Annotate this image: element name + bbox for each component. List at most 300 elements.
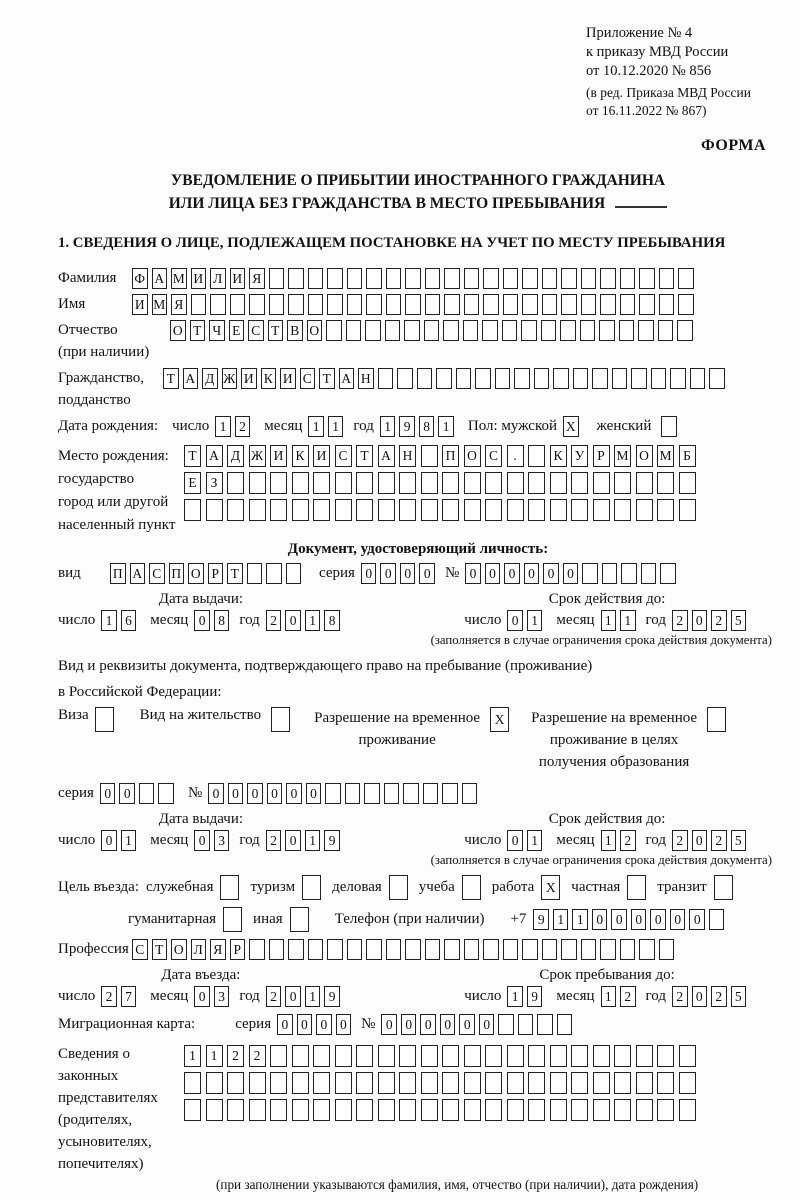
char-cell[interactable] [483, 294, 499, 315]
char-cell[interactable]: 8 [324, 610, 340, 631]
char-cell[interactable]: 1 [620, 610, 636, 631]
char-cell[interactable] [270, 1072, 287, 1094]
char-cell[interactable] [227, 499, 244, 521]
char-cell[interactable]: 2 [711, 986, 727, 1007]
char-cell[interactable] [485, 1072, 502, 1094]
char-cell[interactable] [366, 268, 382, 289]
char-cell[interactable] [378, 1072, 395, 1094]
char-cell[interactable]: И [230, 268, 246, 289]
char-cell[interactable]: Б [679, 445, 696, 467]
char-cell[interactable] [679, 1072, 696, 1094]
char-cell[interactable]: М [657, 445, 674, 467]
char-cell[interactable] [639, 294, 655, 315]
char-cell[interactable] [528, 1099, 545, 1121]
char-cell[interactable] [249, 939, 265, 960]
char-cell[interactable] [366, 294, 382, 315]
char-cell[interactable]: 1 [305, 830, 321, 851]
char-cell[interactable] [325, 783, 341, 804]
char-cell[interactable]: 0 [592, 909, 608, 930]
char-cell[interactable]: У [571, 445, 588, 467]
char-cell[interactable]: 0 [459, 1014, 475, 1035]
char-cell[interactable] [679, 1099, 696, 1121]
char-cell[interactable]: Т [163, 368, 179, 389]
char-cell[interactable] [627, 875, 646, 900]
char-cell[interactable] [365, 320, 381, 341]
char-cell[interactable] [290, 907, 309, 932]
char-cell[interactable]: 1 [101, 610, 117, 631]
char-cell[interactable]: Т [268, 320, 284, 341]
char-cell[interactable] [518, 1014, 534, 1035]
char-cell[interactable] [581, 294, 597, 315]
char-cell[interactable]: 5 [731, 610, 747, 631]
char-cell[interactable] [403, 783, 419, 804]
char-cell[interactable] [444, 268, 460, 289]
char-cell[interactable] [443, 320, 459, 341]
char-cell[interactable] [690, 368, 706, 389]
char-cell[interactable]: А [339, 368, 355, 389]
char-cell[interactable]: 8 [214, 610, 230, 631]
char-cell[interactable] [561, 294, 577, 315]
char-cell[interactable] [292, 1045, 309, 1067]
char-cell[interactable]: Т [356, 445, 373, 467]
char-cell[interactable]: 1 [184, 1045, 201, 1067]
char-cell[interactable]: 0 [670, 909, 686, 930]
char-cell[interactable] [184, 1099, 201, 1121]
char-cell[interactable] [464, 1099, 481, 1121]
char-cell[interactable] [249, 472, 266, 494]
char-cell[interactable] [660, 563, 676, 584]
char-cell[interactable] [679, 472, 696, 494]
char-cell[interactable] [386, 939, 402, 960]
char-cell[interactable]: 8 [419, 416, 435, 437]
char-cell[interactable]: 1 [305, 986, 321, 1007]
char-cell[interactable] [444, 294, 460, 315]
char-cell[interactable] [550, 1072, 567, 1094]
char-cell[interactable] [356, 1045, 373, 1067]
char-cell[interactable]: Р [208, 563, 224, 584]
char-cell[interactable]: 1 [601, 610, 617, 631]
char-cell[interactable] [542, 939, 558, 960]
char-cell[interactable]: 7 [121, 986, 137, 1007]
char-cell[interactable] [550, 1045, 567, 1067]
char-cell[interactable]: 0 [524, 563, 540, 584]
char-cell[interactable] [571, 472, 588, 494]
char-cell[interactable] [614, 1045, 631, 1067]
char-cell[interactable]: 2 [672, 986, 688, 1007]
char-cell[interactable]: Ж [249, 445, 266, 467]
char-cell[interactable] [346, 320, 362, 341]
char-cell[interactable]: 0 [507, 610, 523, 631]
char-cell[interactable]: 2 [101, 986, 117, 1007]
char-cell[interactable] [593, 1072, 610, 1094]
char-cell[interactable] [636, 499, 653, 521]
char-cell[interactable]: 0 [401, 1014, 417, 1035]
char-cell[interactable]: 0 [692, 610, 708, 631]
char-cell[interactable]: И [132, 294, 148, 315]
char-cell[interactable] [464, 1072, 481, 1094]
char-cell[interactable]: 0 [361, 563, 377, 584]
char-cell[interactable] [639, 268, 655, 289]
char-cell[interactable] [292, 499, 309, 521]
char-cell[interactable] [270, 472, 287, 494]
char-cell[interactable] [405, 939, 421, 960]
char-cell[interactable] [249, 294, 265, 315]
char-cell[interactable]: 0 [194, 986, 210, 1007]
char-cell[interactable]: И [313, 445, 330, 467]
char-cell[interactable]: С [248, 320, 264, 341]
char-cell[interactable]: А [152, 268, 168, 289]
char-cell[interactable] [288, 294, 304, 315]
char-cell[interactable] [417, 368, 433, 389]
char-cell[interactable]: Л [191, 939, 207, 960]
char-cell[interactable] [581, 268, 597, 289]
char-cell[interactable] [561, 939, 577, 960]
char-cell[interactable] [593, 1099, 610, 1121]
char-cell[interactable] [659, 939, 675, 960]
char-cell[interactable] [423, 783, 439, 804]
char-cell[interactable] [313, 1099, 330, 1121]
char-cell[interactable]: 1 [328, 416, 344, 437]
char-cell[interactable]: 0 [440, 1014, 456, 1035]
char-cell[interactable]: 2 [266, 830, 282, 851]
char-cell[interactable] [270, 499, 287, 521]
char-cell[interactable]: 0 [507, 830, 523, 851]
char-cell[interactable] [444, 939, 460, 960]
char-cell[interactable]: 1 [215, 416, 231, 437]
char-cell[interactable]: 2 [235, 416, 251, 437]
char-cell[interactable]: 0 [692, 830, 708, 851]
char-cell[interactable] [364, 783, 380, 804]
char-cell[interactable] [269, 268, 285, 289]
char-cell[interactable] [657, 1045, 674, 1067]
char-cell[interactable]: 1 [527, 610, 543, 631]
char-cell[interactable]: 0 [465, 563, 481, 584]
char-cell[interactable] [485, 1099, 502, 1121]
char-cell[interactable] [464, 294, 480, 315]
char-cell[interactable]: П [169, 563, 185, 584]
char-cell[interactable] [679, 499, 696, 521]
char-cell[interactable] [503, 939, 519, 960]
char-cell[interactable]: 9 [324, 830, 340, 851]
char-cell[interactable] [184, 1072, 201, 1094]
char-cell[interactable] [670, 368, 686, 389]
char-cell[interactable]: 2 [711, 610, 727, 631]
char-cell[interactable] [614, 1099, 631, 1121]
char-cell[interactable] [95, 707, 114, 732]
char-cell[interactable]: М [614, 445, 631, 467]
char-cell[interactable]: И [241, 368, 257, 389]
char-cell[interactable] [184, 499, 201, 521]
char-cell[interactable] [462, 875, 481, 900]
char-cell[interactable] [507, 1072, 524, 1094]
char-cell[interactable] [636, 1072, 653, 1094]
char-cell[interactable] [582, 563, 598, 584]
char-cell[interactable]: И [280, 368, 296, 389]
char-cell[interactable] [600, 268, 616, 289]
char-cell[interactable] [206, 1072, 223, 1094]
char-cell[interactable] [356, 472, 373, 494]
char-cell[interactable] [580, 320, 596, 341]
char-cell[interactable] [592, 368, 608, 389]
char-cell[interactable]: 0 [297, 1014, 313, 1035]
char-cell[interactable] [347, 268, 363, 289]
char-cell[interactable] [249, 499, 266, 521]
char-cell[interactable] [397, 368, 413, 389]
char-cell[interactable]: 1 [121, 830, 137, 851]
char-cell[interactable] [271, 707, 290, 732]
char-cell[interactable]: 0 [631, 909, 647, 930]
char-cell[interactable]: С [300, 368, 316, 389]
char-cell[interactable] [485, 1045, 502, 1067]
char-cell[interactable] [286, 563, 302, 584]
char-cell[interactable]: 1 [553, 909, 569, 930]
char-cell[interactable]: А [130, 563, 146, 584]
char-cell[interactable]: X [490, 707, 509, 732]
char-cell[interactable]: 3 [214, 986, 230, 1007]
char-cell[interactable]: 0 [689, 909, 705, 930]
char-cell[interactable]: 0 [285, 830, 301, 851]
char-cell[interactable] [651, 368, 667, 389]
char-cell[interactable] [456, 368, 472, 389]
char-cell[interactable] [288, 268, 304, 289]
char-cell[interactable] [269, 939, 285, 960]
char-cell[interactable] [421, 499, 438, 521]
char-cell[interactable]: И [270, 445, 287, 467]
char-cell[interactable] [659, 294, 675, 315]
char-cell[interactable] [442, 783, 458, 804]
char-cell[interactable]: 0 [479, 1014, 495, 1035]
char-cell[interactable] [709, 368, 725, 389]
char-cell[interactable]: Н [399, 445, 416, 467]
char-cell[interactable] [442, 499, 459, 521]
char-cell[interactable] [602, 563, 618, 584]
char-cell[interactable] [335, 1072, 352, 1094]
char-cell[interactable]: Ч [209, 320, 225, 341]
char-cell[interactable] [571, 1045, 588, 1067]
char-cell[interactable] [436, 368, 452, 389]
char-cell[interactable] [612, 368, 628, 389]
char-cell[interactable]: 0 [420, 1014, 436, 1035]
char-cell[interactable]: Т [184, 445, 201, 467]
char-cell[interactable] [206, 1099, 223, 1121]
char-cell[interactable]: Д [202, 368, 218, 389]
char-cell[interactable] [386, 268, 402, 289]
char-cell[interactable] [614, 1072, 631, 1094]
char-cell[interactable] [677, 320, 693, 341]
char-cell[interactable] [425, 268, 441, 289]
char-cell[interactable] [514, 368, 530, 389]
char-cell[interactable]: А [206, 445, 223, 467]
char-cell[interactable]: 2 [266, 610, 282, 631]
char-cell[interactable]: 0 [563, 563, 579, 584]
char-cell[interactable] [347, 939, 363, 960]
char-cell[interactable]: С [485, 445, 502, 467]
char-cell[interactable]: 1 [572, 909, 588, 930]
char-cell[interactable] [191, 294, 207, 315]
char-cell[interactable] [550, 472, 567, 494]
char-cell[interactable]: С [149, 563, 165, 584]
char-cell[interactable]: Я [210, 939, 226, 960]
char-cell[interactable] [679, 1045, 696, 1067]
char-cell[interactable] [678, 268, 694, 289]
char-cell[interactable] [270, 1099, 287, 1121]
char-cell[interactable] [399, 1099, 416, 1121]
char-cell[interactable] [269, 294, 285, 315]
char-cell[interactable]: 2 [711, 830, 727, 851]
char-cell[interactable] [581, 939, 597, 960]
char-cell[interactable] [158, 783, 174, 804]
char-cell[interactable]: Т [319, 368, 335, 389]
char-cell[interactable] [223, 907, 242, 932]
char-cell[interactable]: Е [184, 472, 201, 494]
char-cell[interactable]: 0 [194, 830, 210, 851]
char-cell[interactable] [308, 294, 324, 315]
char-cell[interactable] [313, 472, 330, 494]
char-cell[interactable] [542, 268, 558, 289]
char-cell[interactable]: П [110, 563, 126, 584]
char-cell[interactable] [139, 783, 155, 804]
char-cell[interactable]: Т [152, 939, 168, 960]
char-cell[interactable]: 1 [308, 416, 324, 437]
char-cell[interactable]: 0 [692, 986, 708, 1007]
char-cell[interactable] [220, 875, 239, 900]
char-cell[interactable] [502, 320, 518, 341]
char-cell[interactable] [485, 499, 502, 521]
char-cell[interactable] [658, 320, 674, 341]
char-cell[interactable] [227, 1072, 244, 1094]
char-cell[interactable] [614, 472, 631, 494]
char-cell[interactable]: К [292, 445, 309, 467]
char-cell[interactable]: Д [227, 445, 244, 467]
char-cell[interactable] [528, 1072, 545, 1094]
char-cell[interactable]: М [171, 268, 187, 289]
char-cell[interactable]: 0 [285, 610, 301, 631]
char-cell[interactable] [464, 268, 480, 289]
char-cell[interactable] [550, 499, 567, 521]
char-cell[interactable] [378, 368, 394, 389]
char-cell[interactable] [313, 499, 330, 521]
char-cell[interactable] [210, 294, 226, 315]
char-cell[interactable]: 1 [206, 1045, 223, 1067]
char-cell[interactable]: 0 [286, 783, 302, 804]
char-cell[interactable] [614, 499, 631, 521]
char-cell[interactable]: 0 [277, 1014, 293, 1035]
char-cell[interactable]: 0 [208, 783, 224, 804]
char-cell[interactable] [522, 939, 538, 960]
char-cell[interactable]: О [188, 563, 204, 584]
char-cell[interactable] [227, 472, 244, 494]
char-cell[interactable] [425, 294, 441, 315]
char-cell[interactable]: Н [358, 368, 374, 389]
char-cell[interactable]: В [287, 320, 303, 341]
char-cell[interactable]: 0 [316, 1014, 332, 1035]
char-cell[interactable]: 0 [543, 563, 559, 584]
char-cell[interactable] [507, 499, 524, 521]
char-cell[interactable]: 0 [194, 610, 210, 631]
char-cell[interactable] [378, 499, 395, 521]
char-cell[interactable] [335, 472, 352, 494]
char-cell[interactable] [557, 1014, 573, 1035]
char-cell[interactable] [507, 1099, 524, 1121]
char-cell[interactable] [639, 939, 655, 960]
char-cell[interactable] [483, 268, 499, 289]
char-cell[interactable] [421, 445, 438, 467]
char-cell[interactable] [327, 294, 343, 315]
char-cell[interactable] [292, 1099, 309, 1121]
char-cell[interactable] [356, 1099, 373, 1121]
char-cell[interactable] [528, 472, 545, 494]
char-cell[interactable] [462, 783, 478, 804]
char-cell[interactable] [292, 472, 309, 494]
char-cell[interactable] [661, 416, 677, 437]
char-cell[interactable] [641, 563, 657, 584]
char-cell[interactable]: 1 [601, 830, 617, 851]
char-cell[interactable] [327, 268, 343, 289]
char-cell[interactable] [308, 268, 324, 289]
char-cell[interactable]: Р [593, 445, 610, 467]
char-cell[interactable]: 9 [527, 986, 543, 1007]
char-cell[interactable]: 2 [227, 1045, 244, 1067]
char-cell[interactable]: 0 [228, 783, 244, 804]
char-cell[interactable] [709, 909, 725, 930]
char-cell[interactable] [600, 939, 616, 960]
char-cell[interactable] [657, 1072, 674, 1094]
char-cell[interactable]: О [464, 445, 481, 467]
char-cell[interactable] [378, 472, 395, 494]
char-cell[interactable] [464, 472, 481, 494]
char-cell[interactable]: 9 [533, 909, 549, 930]
char-cell[interactable] [442, 472, 459, 494]
char-cell[interactable] [707, 707, 726, 732]
char-cell[interactable]: Ж [222, 368, 238, 389]
char-cell[interactable]: Р [230, 939, 246, 960]
char-cell[interactable]: 0 [381, 1014, 397, 1035]
char-cell[interactable] [571, 1072, 588, 1094]
char-cell[interactable] [714, 875, 733, 900]
char-cell[interactable] [528, 1045, 545, 1067]
char-cell[interactable] [405, 294, 421, 315]
char-cell[interactable] [356, 1072, 373, 1094]
char-cell[interactable] [442, 1099, 459, 1121]
char-cell[interactable]: 9 [399, 416, 415, 437]
char-cell[interactable]: 1 [601, 986, 617, 1007]
char-cell[interactable]: 2 [620, 986, 636, 1007]
char-cell[interactable] [302, 875, 321, 900]
char-cell[interactable]: С [132, 939, 148, 960]
char-cell[interactable]: А [183, 368, 199, 389]
char-cell[interactable] [541, 320, 557, 341]
char-cell[interactable] [247, 563, 263, 584]
char-cell[interactable] [638, 320, 654, 341]
char-cell[interactable] [657, 472, 674, 494]
char-cell[interactable] [464, 499, 481, 521]
char-cell[interactable] [389, 875, 408, 900]
char-cell[interactable] [507, 472, 524, 494]
char-cell[interactable]: Ф [132, 268, 148, 289]
char-cell[interactable] [249, 1099, 266, 1121]
char-cell[interactable]: 1 [305, 610, 321, 631]
char-cell[interactable] [561, 268, 577, 289]
char-cell[interactable] [230, 294, 246, 315]
char-cell[interactable] [399, 1045, 416, 1067]
char-cell[interactable]: 0 [336, 1014, 352, 1035]
char-cell[interactable] [659, 268, 675, 289]
char-cell[interactable] [442, 1072, 459, 1094]
char-cell[interactable] [657, 499, 674, 521]
char-cell[interactable] [636, 1099, 653, 1121]
char-cell[interactable] [503, 294, 519, 315]
char-cell[interactable] [270, 1045, 287, 1067]
